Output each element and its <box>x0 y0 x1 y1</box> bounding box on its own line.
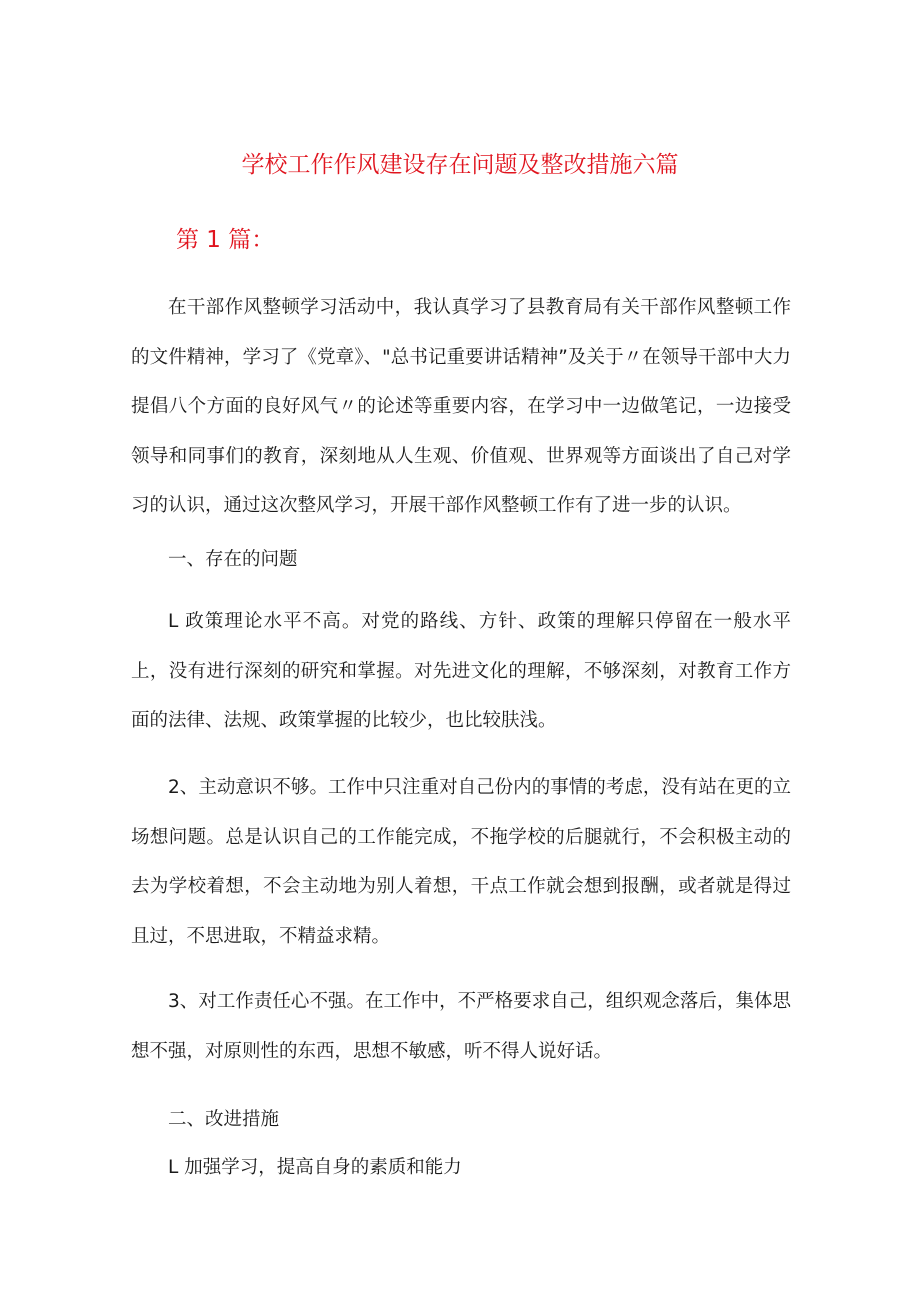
problem-3-paragraph: 3、对工作责任心不强。在工作中，不严格要求自己，组织观念落后，集体思想不强，对原则性的东西，思想不敏感，听不得人说好话。 <box>131 991 791 1062</box>
intro-paragraph: 在干部作风整顿学习活动中，我认真学习了县教育局有关干部作风整顿工作的文件精神，学习了《党章》、"总书记重要讲话精神”及关于〃在领导干部中大力提倡八个方面的良好风气〃的论述等重要内容，在学习中一边做笔记，一边接受领导和同事们的教育，深刻地从人生观、价值观、世界观等方面谈出了自己对学习的认识，通过这次整风学习，开展干部作风整顿工作有了进一步的认识。 <box>131 297 791 517</box>
section-label: 第 1 篇： <box>176 227 275 253</box>
measures-heading: 二、改进措施 <box>168 1109 280 1130</box>
problem-2-paragraph: 2、主动意识不够。工作中只注重对自己份内的事情的考虑，没有站在更的立场想问题。总是认识自己的工作能完成，不拖学校的后腿就行，不会积极主动的去为学校着想，不会主动地为别人着想，干点工作就会想到报酬，或者就是得过且过，不思进取，不精益求精。 <box>131 777 791 947</box>
problem-1-paragraph: L 政策理论水平不高。对党的路线、方针、政策的理解只停留在一般水平上，没有进行深刻的研究和掌握。对先进文化的理解，不够深刻，对教育工作方面的法律、法规、政策掌握的比较少，也比较肤浅。 <box>131 611 791 732</box>
document-title: 学校工作作风建设存在问题及整改措施六篇 <box>241 152 679 178</box>
measure-1-line: L 加强学习，提高自身的素质和能力 <box>168 1157 462 1178</box>
problems-heading: 一、存在的问题 <box>168 549 298 570</box>
